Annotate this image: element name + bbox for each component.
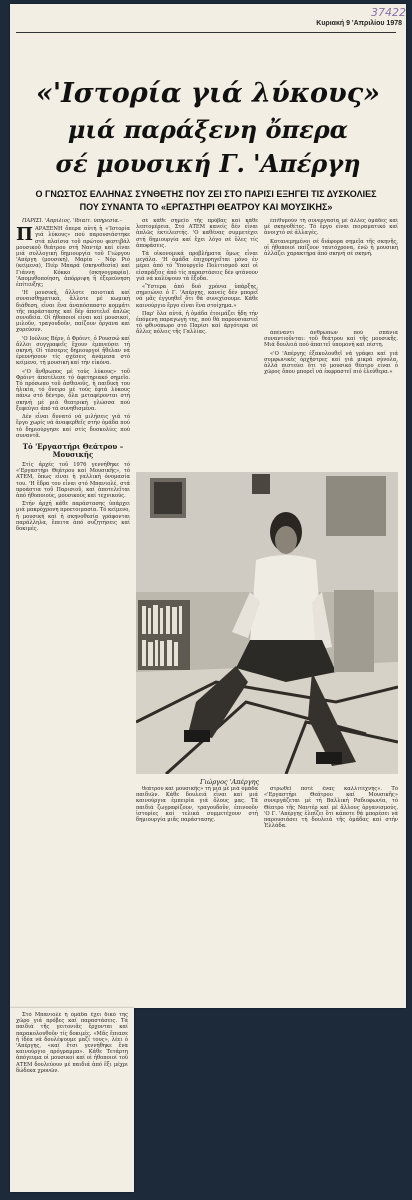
paragraph: 'Η μουσική, ἄλλοτε ποιοτικά καί συναισθηματικά, ἄλλοτε μέ κωμική διάθεση, εἶναι ἕνα ἀναπόσπαστο κομμάτι τῆς παράστασης καί δέν ἀποτελεῖ ἁπλῶς συνοδεία. Οἱ ἠθοποιοί εἶναι καί μουσικοί, μιλοῦν, τραγουδοῦν, παίζουν ὄργανα καί χορεύουν. (16, 290, 130, 334)
paragraph: στρωθεῖ ποτέ ἕνας καλλιτέχνης». Τό «'Εργαστήρι Θεάτρου καί Μουσικῆς» συνεργάζεται μέ τή Βαλλική Ραδιοφωνία, τό Θέατρο τῆς Ναντέρ καί μέ ἄλλους ὀργανισμούς. 'Ο Γ. 'Απέργης ἐλπίζει ὅτι κάποτε θά μπορέσει νά παρουσιάσει τή δουλειά τῆς ὁμάδας καί στήν Ἑλλάδα. (264, 786, 398, 830)
paragraph: θεάτρου καί μουσικῆς» τή μιά μέ μιά ὁμάδα παιδιῶν. Κάθε δουλειά εἶναι καί μιά καινούργια ἐμπειρία γιά ὅλους μας. Τά παιδιά ζωγραφίζουν, τραγουδοῦν, ἐπινοοῦν ἱστορίες καί τελικά συμμετέχουν στή δημιουργία μιᾶς παράστασης. (136, 786, 258, 824)
article-column-2 (136, 218, 258, 468)
article-continuation (16, 1012, 128, 1188)
dateline: Κυριακή 9 'Απριλίου 1978 (316, 20, 402, 27)
paragraph: Δέν εἶναι δυνατό νά μιλήσεις γιά τό ἔργο χωρίς νά ἀναφερθεῖς στήν ὁμάδα πού τό δημιούργησε καί στίς δυσκολίες πού συναντᾶ. (16, 414, 130, 439)
article-column-3 (264, 218, 398, 324)
top-rule (16, 32, 396, 33)
paragraph: ἀπέναντι ἀνθρώπων πού σπάνια συναντιοῦνται: τοῦ θεάτρου καί τῆς μουσικῆς. Μιά δουλειά πού ἀπαιτεῖ ὑπομονή καί πίστη. (264, 330, 398, 349)
paragraph: ἐπιθυμούν τή συνεργασία μέ ἄλλες ὁμάδες καί μέ σκηνοθέτες. Τό ἔργο εἶναι πειραματικό καί ἀνοιχτό σέ ἀλλαγές. (264, 218, 398, 237)
drop-cap: Π (16, 224, 33, 246)
headline-line-1: «'Ιστορία γιά λύκους» (35, 78, 381, 109)
article-column-4 (264, 330, 398, 468)
paragraph: Παρ' ὅλα αὐτά, ἡ ὁμάδα ἑτοιμάζει ἤδη τήν ἐπόμενη παραγωγή της, πού θά παρουσιαστεῖ τό φθινόπωρο στό Παρίσι καί ἀργότερα σέ ἄλλες πόλεις τῆς Γαλλίας. (136, 310, 258, 336)
paragraph: «'Ο ἄνθρωπος μέ τούς λύκους» τοῦ Φρόιντ ἀποτέλεσε τό ἀφετηριακό σημεῖο. Τό πρόσωπο τοῦ ἀσθενοῦς, ἡ παιδική του ἡλικία, τό ὄνειρο μέ τούς ἑφτά λύκους πάνω στό δέντρο, ὅλα μεταφέρονται στή σκηνή μέ μιά θεατρική γλώσσα πού ξεφεύγει ἀπό τά συνηθισμένα. (16, 368, 130, 412)
paragraph: 'Ο Ιούλιος Βέρν, ὁ Φρόιντ, ὁ Ρουσσώ καί ἄλλοι συγγραφεῖς ἔχουν ἐμπνεύσει τή σκηνή. Οἱ τέσσερις δημιουργοί ἤθελαν νά ἐρευνήσουν τίς σχέσεις ἀνάμεσα στό κείμενο, τή μουσική καί τήν εἰκόνα. (16, 335, 130, 367)
article-column-6 (264, 786, 398, 1004)
paragraph: «'Ο 'Απέργης ἐξακολουθεῖ νά γράφει καί γιά συμφωνικές ὀρχῆστρες καί γιά μικρά σύνολα, ἀλλά πιστεύει ὅτι τό μουσικό θέατρο εἶναι ὁ χῶρος ὅπου μπορεῖ νά ἐκφραστεῖ πιό ἐλεύθερα.» (264, 350, 398, 376)
archive-number: 37422 (371, 6, 406, 19)
photo-caption: Γιώργος 'Απέργης (200, 778, 260, 786)
paragraph: Στήν ἀρχή κάθε παράστασης ὑπάρχει μιά μακρόχρονη προετοιμασία. Τό κείμενο, ἡ μουσική καί ἡ σκηνοθεσία γράφονται παράλληλα, ἔπειτα ἀπό συζητήσεις καί δοκιμές. (16, 501, 130, 532)
portrait-photo (136, 472, 398, 774)
paragraph: Κατανεμημένοι σέ διάφορα σημεῖα τῆς σκηνῆς, οἱ ἠθοποιοί παίζουν ταυτόχρονα, ἐνῶ ἡ μουσική ἀλλάζει χαρακτήρα ἀπό σκηνή σέ σκηνή. (264, 238, 398, 258)
paragraph: «Ὕστερα ἀπό δυό χρόνια ὑπάρξης, σημειώνει ὁ Γ. 'Απέργης, κανείς δέν μπορεῖ νά μᾶς ἐγγυηθεῖ ὅτι θά συνεχίσουμε. Κάθε καινούργιο ἔργο εἶναι ἕνα στοίχημα.» (136, 284, 258, 309)
lead-text: ΑΡΑΞΕΝΗ ὄπερα αὐτή ἡ «'Ιστορία γιά λύκους» πού παρουσιάστηκε στά πλαίσια τοῦ πρώτου φεστιβάλ μουσικοῦ θεάτρου στή Ναντέρ καί εἶναι μιά συλλογική δημιουργία τοῦ Γιώργου 'Απέργη (μουσική), Μαρία - Νόρ Ριό (κείμενα), Πιέρ Μπαρά (σκηνοθεσία) καί Γιάννη Κόκκο (σκηνογραφία). 'Απομυθοποίηση, ἀπόρριψη ἢ ἐξερεύνηση ἐπίτευξης; (16, 226, 130, 289)
headline-line-3: σέ μουσική Γ. 'Απέργη (55, 149, 361, 178)
paragraph: σέ κάθε σημεῖο τῆς πρόβας καί κάθε λεπτομέρεια. Στό ΑΤΕΜ κανείς δέν εἶναι ἁπλῶς ἐκτελεστής. 'Ο καθένας συμμετέχει στή δημιουργία καί ἔχει λόγο σέ ὅλες τίς ἀποφάσεις. (136, 218, 258, 249)
lead-paragraph (16, 226, 130, 288)
photo-illustration (136, 472, 398, 774)
place-line: ΠΑΡΙΣΙ. 'Απρίλιος. 'Ιδιαίτ. ὑπηρεσία.– (22, 218, 123, 224)
headline-line-2: μιά παράξενη ὄπερα (67, 115, 349, 144)
section-heading: Τό 'Εργαστήρι Θεάτρου – Μουσικῆς (22, 441, 124, 459)
paragraph: Στίς ἀρχές τοῦ 1976 γεννήθηκε τό «'Εργαστήρι Θεάτρου καί Μουσικῆς», τό ΑΤΕΜ, ὅπως εἶναι ἡ γαλλική ὀνομασία του. 'Η ἔδρα του εἶναι στό Μπανιολέ, στά προάστια τοῦ Παρισιοῦ, καί ἀποτελεῖται ἀπό ἠθοποιούς, μουσικούς καί τεχνικούς. (16, 461, 130, 499)
paragraph: Τά οἰκονομικά προβλήματα ὅμως εἶναι μεγάλα. 'Η ὁμάδα ἐπιχορηγεῖται μόνο ἐν μέρει ἀπό τό Ὑπουργεῖο Πολιτισμοῦ καί οἱ εἰσπράξεις ἀπό τίς παραστάσεις δέν φτάνουν γιά νά καλύψουν τά ἔξοδα. (136, 251, 258, 282)
article-column-5 (136, 786, 258, 1004)
article-column-1 (16, 218, 130, 1004)
paragraph: Στό Μπανιολέ ἡ ὁμάδα ἔχει δικό της χῶρο γιά πρόβες καί παραστάσεις. Τά παιδιά τῆς γειτονιᾶς ἔρχονται καί παρακολουθοῦν τίς δοκιμές. «Μᾶς ἔπιασε ἡ ἰδέα νά δουλέψουμε μαζί τους», λέει ὁ 'Απέργης, «καί ἔτσι γεννήθηκε ἕνα καινούργιο πρόγραμμα». Κάθε Τετάρτη ἀπόγευμα οἱ μουσικοί καί οἱ ἠθοποιοί τοῦ ΑΤΕΜ δουλεύουν μέ παιδιά ἀπό ἕξι μέχρι δώδεκα χρονῶν. (16, 1012, 128, 1074)
subheadline: Ο ΓΝΩΣΤΟΣ ΕΛΛΗΝΑΣ ΣΥΝΘΕΤΗΣ ΠΟΥ ΖΕΙ ΣΤΟ ΠΑΡΙΣΙ ΕΞΗΓΕΙ ΤΙΣ ΔΥΣΚΟΛΙΕΣ ΠΟΥ ΣΥΝΑΝΤΑ ΤΟ «ΕΡΓΑΣΤΗΡΙ ΘΕΑΤΡΟΥ ΚΑΙ ΜΟΥΣΙΚΗΣ» (35, 189, 377, 212)
